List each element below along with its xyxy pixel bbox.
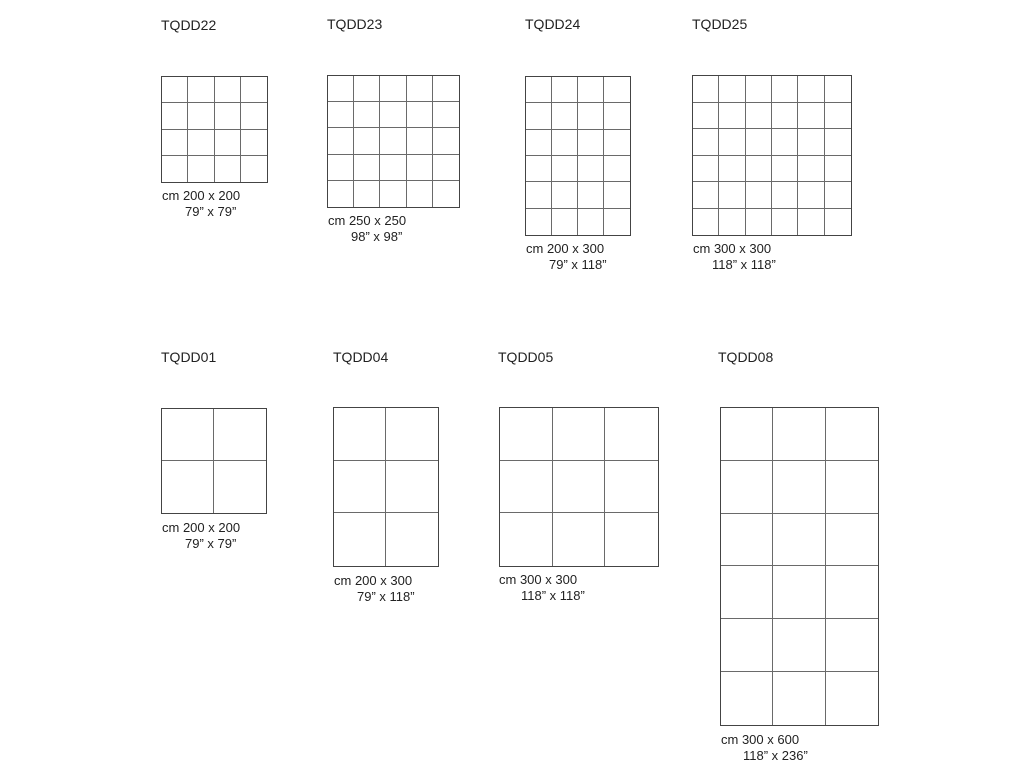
tile	[693, 76, 719, 103]
tile	[500, 461, 553, 514]
tile	[526, 103, 552, 129]
tile	[162, 461, 214, 513]
rug-code: TQDD08	[718, 349, 774, 365]
tile	[826, 514, 878, 567]
tile	[354, 102, 380, 128]
tile	[604, 77, 630, 103]
tile	[328, 76, 354, 102]
tile	[825, 129, 851, 156]
tile	[526, 209, 552, 235]
tile	[380, 102, 406, 128]
tile	[380, 76, 406, 102]
tile	[433, 102, 459, 128]
tile	[719, 103, 745, 130]
tile	[526, 77, 552, 103]
tile	[553, 408, 606, 461]
tile	[798, 209, 824, 236]
tile	[328, 102, 354, 128]
tile	[162, 103, 188, 129]
tile	[188, 77, 214, 103]
tile	[552, 182, 578, 208]
tile	[433, 128, 459, 154]
tile	[334, 408, 386, 461]
tile	[746, 209, 772, 236]
size-cm: cm 300 x 300	[499, 572, 578, 587]
tile	[721, 672, 773, 725]
tile	[772, 182, 798, 209]
tile	[215, 77, 241, 103]
tile	[386, 461, 438, 514]
tile	[334, 513, 386, 566]
tile	[719, 76, 745, 103]
tile	[433, 181, 459, 207]
size-cm: cm 300 x 300	[693, 241, 772, 256]
tile	[578, 130, 604, 156]
tile	[354, 181, 380, 207]
tile	[241, 103, 267, 129]
tile	[721, 566, 773, 619]
tile	[407, 76, 433, 102]
tile	[380, 155, 406, 181]
tile	[162, 130, 188, 156]
size-inches: 98” x 98”	[351, 229, 403, 244]
size-cm: cm 200 x 300	[526, 241, 605, 256]
tile	[328, 155, 354, 181]
tile	[719, 182, 745, 209]
tile	[693, 103, 719, 130]
tile	[552, 130, 578, 156]
size-cm: cm 200 x 200	[162, 520, 241, 535]
tile	[386, 408, 438, 461]
rug-code: TQDD23	[327, 16, 383, 32]
tile	[772, 129, 798, 156]
tile	[215, 156, 241, 182]
tile	[605, 408, 658, 461]
tile	[214, 461, 266, 513]
tile	[354, 76, 380, 102]
tile	[693, 129, 719, 156]
tile	[772, 209, 798, 236]
tile	[500, 408, 553, 461]
tile	[798, 156, 824, 183]
tile	[578, 156, 604, 182]
tile	[407, 181, 433, 207]
tile	[526, 156, 552, 182]
tile	[604, 130, 630, 156]
tile-grid	[327, 75, 460, 208]
tile	[746, 182, 772, 209]
tile	[746, 156, 772, 183]
tile	[605, 461, 658, 514]
tile	[773, 514, 825, 567]
tile	[188, 103, 214, 129]
tile	[825, 209, 851, 236]
tile	[719, 156, 745, 183]
tile	[526, 130, 552, 156]
tile	[604, 156, 630, 182]
tile	[825, 182, 851, 209]
tile	[826, 461, 878, 514]
tile	[605, 513, 658, 566]
tile	[719, 209, 745, 236]
tile-grid	[525, 76, 631, 236]
tile-grid	[161, 76, 268, 183]
tile	[407, 102, 433, 128]
rug-code: TQDD05	[498, 349, 554, 365]
size-inches: 79” x 118”	[549, 257, 607, 272]
tile	[553, 513, 606, 566]
tile	[721, 514, 773, 567]
tile	[773, 461, 825, 514]
tile	[188, 130, 214, 156]
tile	[162, 409, 214, 461]
tile	[826, 672, 878, 725]
tile	[578, 182, 604, 208]
tile	[578, 103, 604, 129]
tile	[773, 566, 825, 619]
size-inches: 79” x 118”	[357, 589, 415, 604]
size-cm: cm 300 x 600	[721, 732, 800, 747]
tile	[798, 129, 824, 156]
tile	[188, 156, 214, 182]
tile	[772, 76, 798, 103]
tile	[578, 77, 604, 103]
rug-code: TQDD04	[333, 349, 389, 365]
tile	[721, 408, 773, 461]
tile	[553, 461, 606, 514]
tile	[328, 181, 354, 207]
tile-grid	[692, 75, 852, 236]
tile	[241, 156, 267, 182]
tile	[773, 408, 825, 461]
size-inches: 79” x 79”	[185, 536, 237, 551]
tile	[354, 128, 380, 154]
tile	[380, 128, 406, 154]
tile	[693, 156, 719, 183]
tile	[214, 409, 266, 461]
tile	[604, 103, 630, 129]
tile	[825, 156, 851, 183]
tile	[773, 672, 825, 725]
tile	[162, 77, 188, 103]
tile-grid	[499, 407, 659, 567]
tile-grid	[161, 408, 267, 514]
tile	[719, 129, 745, 156]
size-cm: cm 200 x 200	[162, 188, 241, 203]
tile	[721, 619, 773, 672]
tile	[334, 461, 386, 514]
size-inches: 79” x 79”	[185, 204, 237, 219]
tile	[746, 103, 772, 130]
tile	[433, 76, 459, 102]
tile	[798, 182, 824, 209]
tile	[798, 103, 824, 130]
tile	[825, 76, 851, 103]
tile	[354, 155, 380, 181]
tile	[746, 76, 772, 103]
rug-code: TQDD24	[525, 16, 581, 32]
tile	[721, 461, 773, 514]
tile	[693, 209, 719, 236]
tile	[604, 182, 630, 208]
tile	[215, 130, 241, 156]
tile	[798, 76, 824, 103]
tile	[773, 619, 825, 672]
tile	[578, 209, 604, 235]
tile	[552, 156, 578, 182]
tile	[604, 209, 630, 235]
rug-code: TQDD22	[161, 17, 217, 33]
tile	[433, 155, 459, 181]
size-cm: cm 200 x 300	[334, 573, 413, 588]
tile	[407, 128, 433, 154]
tile	[380, 181, 406, 207]
tile	[241, 77, 267, 103]
tile-grid	[333, 407, 439, 567]
tile-grid	[720, 407, 879, 726]
tile	[328, 128, 354, 154]
tile	[526, 182, 552, 208]
tile	[552, 77, 578, 103]
tile	[693, 182, 719, 209]
rug-code: TQDD25	[692, 16, 748, 32]
tile	[826, 408, 878, 461]
tile	[215, 103, 241, 129]
tile	[241, 130, 267, 156]
size-inches: 118” x 118”	[521, 588, 585, 603]
tile	[552, 209, 578, 235]
tile	[500, 513, 553, 566]
tile	[825, 103, 851, 130]
size-cm: cm 250 x 250	[328, 213, 407, 228]
rug-code: TQDD01	[161, 349, 217, 365]
size-inches: 118” x 236”	[743, 748, 808, 763]
tile	[772, 156, 798, 183]
tile	[162, 156, 188, 182]
tile	[407, 155, 433, 181]
size-inches: 118” x 118”	[712, 257, 776, 272]
tile	[386, 513, 438, 566]
tile	[746, 129, 772, 156]
tile	[552, 103, 578, 129]
tile	[772, 103, 798, 130]
tile	[826, 566, 878, 619]
tile	[826, 619, 878, 672]
